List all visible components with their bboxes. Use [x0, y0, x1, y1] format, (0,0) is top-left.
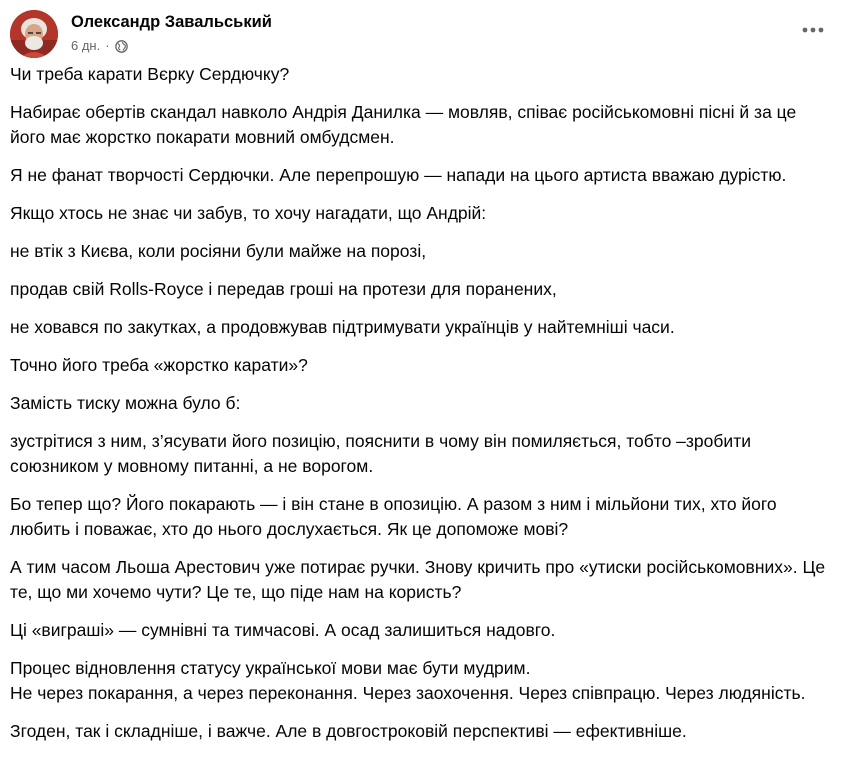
- meta-separator: ·: [105, 38, 110, 53]
- avatar-photo: [10, 10, 58, 58]
- author-block: [71, 11, 272, 54]
- post-paragraph: Замість тиску можна було б:: [10, 393, 241, 413]
- author-name[interactable]: Олександр Завальський: [71, 13, 272, 31]
- post-paragraph: не втік з Києва, коли росіяни були майже на порозі,: [10, 241, 427, 261]
- post-paragraph: не ховався по закутках, а продовжував підтримувати українців у найтемніші часи.: [10, 317, 675, 337]
- post-time[interactable]: 6 дн.: [71, 38, 101, 53]
- post-paragraph: Набирає обертів скандал навколо Андрія Данилка — мовляв, співає російськомовні пісні й за це його має жорстко покарати мовний омбудсмен.: [10, 102, 797, 147]
- post-header: [10, 10, 828, 62]
- post-paragraph: Ці «виграші» — сумнівні та тимчасові. А осад залишиться надовго.: [10, 620, 556, 640]
- more-horizontal-icon: [802, 27, 824, 33]
- post-paragraph: Процес відновлення статусу української мови має бути мудрим. Не через покарання, а через переконання. Через заохочення. Через співпрацю. Через людяність.: [10, 658, 806, 703]
- post-paragraph: Я не фанат творчості Сердючки. Але перепрошую — напади на цього артиста вважаю дурістю.: [10, 165, 787, 185]
- post-body: [10, 62, 832, 757]
- post-paragraph: А тим часом Льоша Арестович уже потирає ручки. Знову кричить про «утиски російськомовних». Це те, що ми хочемо чути? Це те, що піде нам на користь?: [10, 557, 826, 602]
- post-paragraph: Згоден, так і складніше, і важче. Але в довгостроковій перспективі — ефективніше.: [10, 721, 687, 741]
- post-paragraph: Точно його треба «жорстко карати»?: [10, 355, 308, 375]
- post-paragraph: Чи треба карати Вєрку Сердючку?: [10, 64, 290, 84]
- more-options-button[interactable]: [798, 20, 828, 40]
- globe-icon[interactable]: [115, 40, 128, 53]
- post-paragraph: зустрітися з ним, з’ясувати його позицію, пояснити в чому він помиляється, тобто –зробити союзником у мовному питанні, а не ворогом.: [10, 431, 751, 476]
- post-paragraph: продав свій Rolls-Royce і передав гроші на протези для поранених,: [10, 279, 557, 299]
- post-paragraph: Якщо хтось не знає чи забув, то хочу нагадати, що Андрій:: [10, 203, 487, 223]
- post-paragraph: Бо тепер що? Його покарають — і він стане в опозицію. А разом з ним і мільйони тих, хто його любить і поважає, хто до нього дослухається. Як це допоможе мові?: [10, 494, 777, 539]
- post-meta: [71, 38, 272, 54]
- author-avatar[interactable]: [10, 10, 58, 58]
